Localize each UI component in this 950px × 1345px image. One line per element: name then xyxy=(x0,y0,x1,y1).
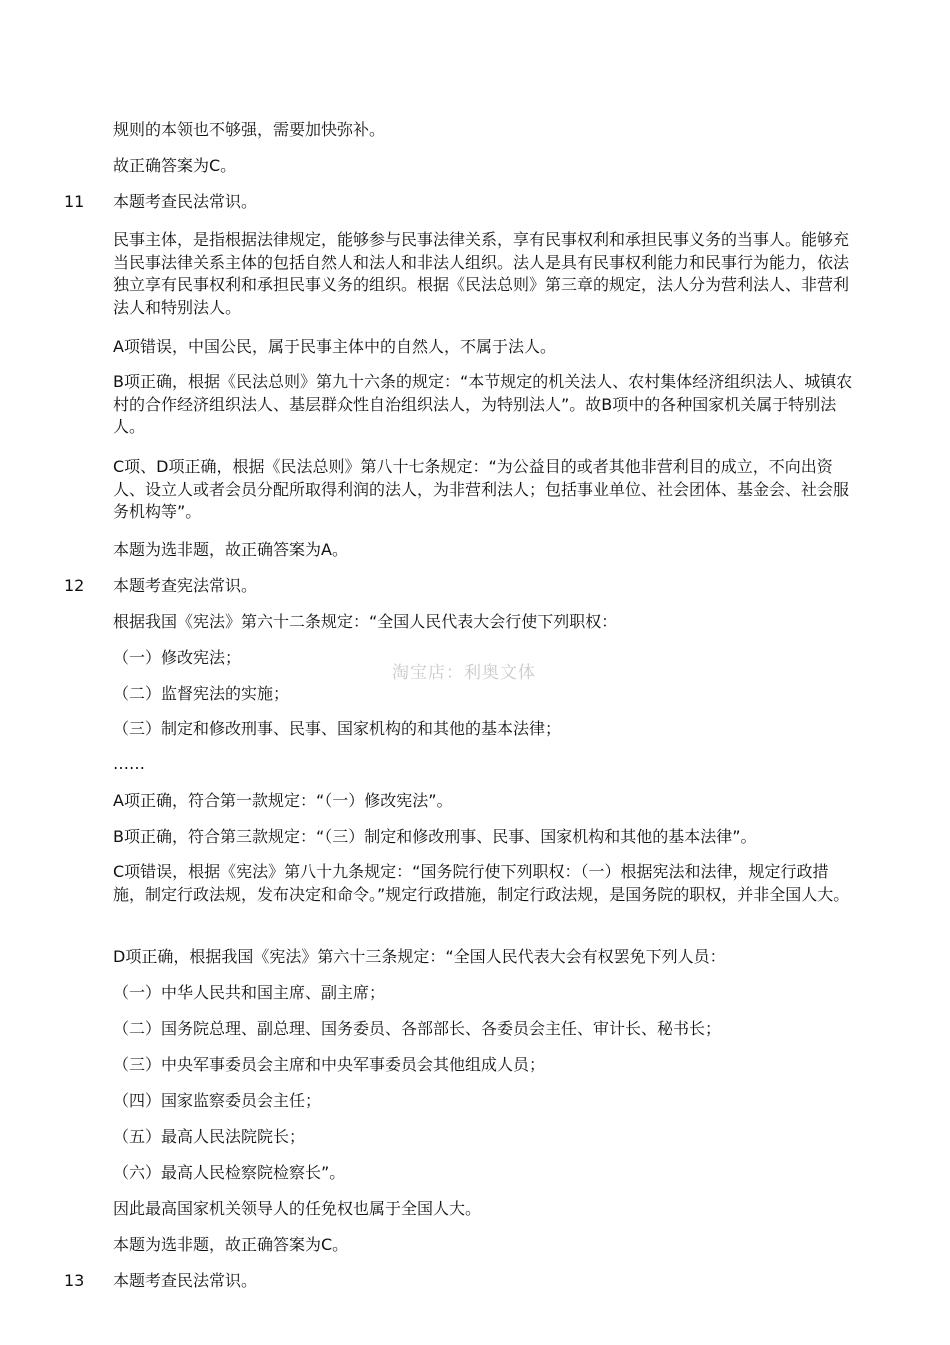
law-item: （三）中央军事委员会主席和中央军事委员会其他组成人员； xyxy=(113,1055,546,1074)
law-item: （二）国务院总理、副总理、国务委员、各部部长、各委员会主任、审计长、秘书长； xyxy=(113,1019,722,1038)
option-a-analysis: A项错误，中国公民，属于民事主体中的自然人，不属于法人。 xyxy=(113,337,556,356)
conclusion-line: 因此最高国家机关领导人的任免权也属于全国人大。 xyxy=(113,1199,482,1218)
option-b-analysis: B项正确，根据《民法总则》第九十六条的规定：“本节规定的机关法人、农村集体经济组织法人、城镇农村的合作经济组织法人、基层群众性自治组织法人，为特别法人”。故B项中的各种国家机关属于特别法人。 xyxy=(113,372,853,436)
law-item: （一）修改宪法； xyxy=(113,648,242,667)
ellipsis: …… xyxy=(113,754,145,773)
watermark: 淘宝店：利奥文体 xyxy=(392,663,536,683)
law-item: （四）国家监察委员会主任； xyxy=(113,1091,322,1110)
answer-line: 本题为选非题，故正确答案为A。 xyxy=(113,540,348,559)
option-a-analysis: A项正确，符合第一款规定：“（一）修改宪法”。 xyxy=(113,791,453,810)
law-item: （三）制定和修改刑事、民事、国家机构的和其他的基本法律； xyxy=(113,719,562,738)
text-line: 规则的本领也不够强，需要加快弥补。 xyxy=(113,120,386,139)
law-item: （二）监督宪法的实施； xyxy=(113,684,290,703)
question-title: 本题考查民法常识。 xyxy=(113,1271,258,1290)
law-item: （五）最高人民法院院长； xyxy=(113,1127,306,1146)
option-c-analysis: C项错误，根据《宪法》第八十九条规定：“国务院行使下列职权：（一）根据宪法和法律，规定行政措施，制定行政法规，发布决定和命令。”规定行政措施，制定行政法规，是国务院的职权，并非全国人大。 xyxy=(113,862,850,904)
question-title: 本题考查民法常识。 xyxy=(113,192,258,211)
option-cd-analysis: C项、D项正确，根据《民法总则》第八十七条规定：“为公益目的或者其他非营利目的成立，不向出资人、设立人或者会员分配所取得利润的法人，为非营利法人；包括事业单位、社会团体、基金会、社会服务机构等”。 xyxy=(113,457,850,521)
law-item: （六）最高人民检察院检察长”。 xyxy=(113,1163,346,1182)
explanation-paragraph: 民事主体，是指根据法律规定，能够参与民事法律关系，享有民事权利和承担民事义务的当事人。能够充当民事法律关系主体的包括自然人和法人和非法人组织。法人是具有民事权利能力和民事行为能力，依法独立享有民事权利和承担民事义务的组织。根据《民法总则》第三章的规定，法人分为营利法人、非营利法人和特别法人。 xyxy=(113,230,850,317)
question-number: 11 xyxy=(64,192,85,211)
question-number: 13 xyxy=(64,1271,85,1290)
answer-line: 故正确答案为C。 xyxy=(113,156,237,175)
option-d-analysis: D项正确，根据我国《宪法》第六十三条规定：“全国人民代表大会有权罢免下列人员： xyxy=(113,947,726,966)
question-title: 本题考查宪法常识。 xyxy=(113,576,258,595)
question-number: 12 xyxy=(64,576,85,595)
law-item: （一）中华人民共和国主席、副主席； xyxy=(113,983,386,1002)
answer-line: 本题为选非题，故正确答案为C。 xyxy=(113,1235,349,1254)
law-citation: 根据我国《宪法》第六十二条规定：“全国人民代表大会行使下列职权： xyxy=(113,612,618,631)
option-b-analysis: B项正确，符合第三款规定：“（三）制定和修改刑事、民事、国家机构和其他的基本法律”。 xyxy=(113,827,757,846)
